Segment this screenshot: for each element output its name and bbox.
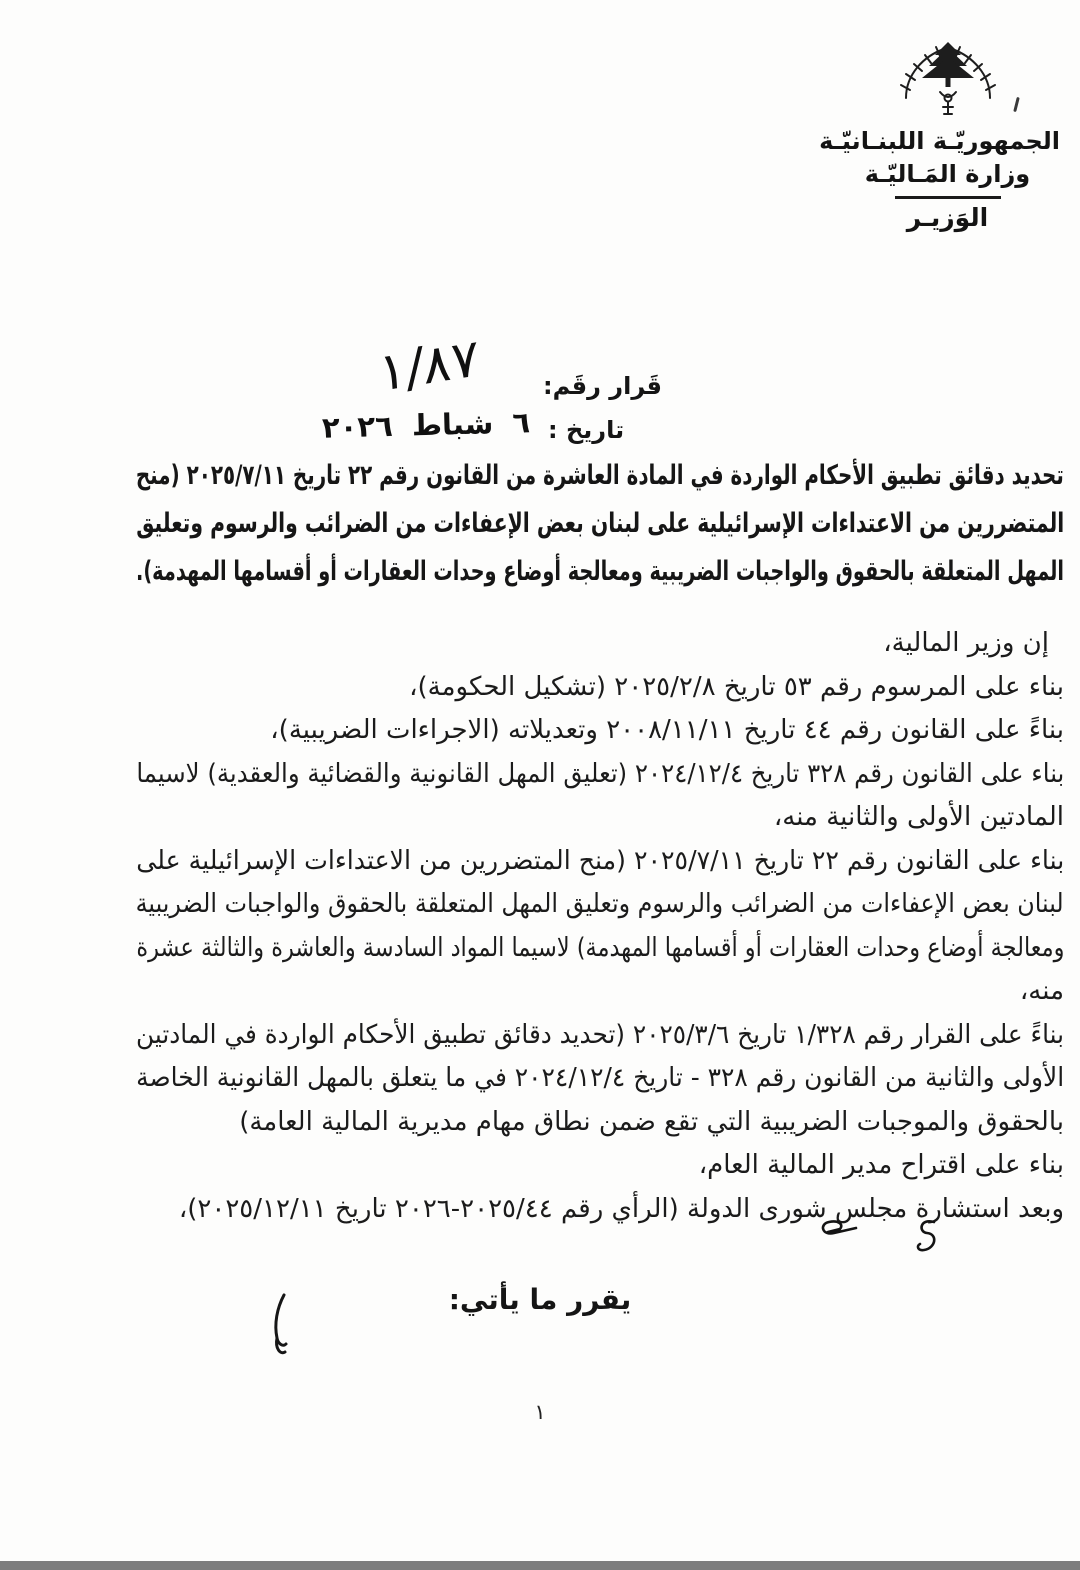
preamble: [136, 622, 1064, 1231]
preamble-line: بالحقوق والموجبات الضريبية التي تقع ضمن نطاق مهام مديرية المالية العامة): [239, 1106, 1064, 1137]
preamble-line: بناءً على القرار رقم ١/٣٢٨ تاريخ ٢٠٢٥/٣/٦ (تحديد دقائق تطبيق الأحكام الواردة في المادتين: [136, 1019, 1064, 1050]
margin-pen-stroke-mark: [250, 1292, 306, 1358]
preamble-line: إن وزير المالية،: [883, 628, 1049, 658]
decision-number-label: قَرار رقَم:: [543, 372, 662, 400]
subject-line: تحديد دقائق تطبيق الأحكام الواردة في المادة العاشرة من القانون رقم ٢٢ تاريخ ٢٠٢٥/٧/١١ (منح: [136, 460, 1064, 491]
subject-line: المهل المتعلقة بالحقوق والواجبات الضريبية ومعالجة أوضاع وحدات العقارات أو أقسامها المهدمة).: [136, 556, 1064, 587]
republic-name: الجمهوريّـة اللبنـانيّـة: [819, 127, 1060, 155]
subject-paragraph: [136, 452, 1064, 596]
letterhead: [819, 40, 1060, 233]
letterhead-divider: [895, 196, 1001, 199]
subject-line: المتضررين من الاعتداءات الإسرائيلية على لبنان بعض الإعفاءات من الضرائب والرسوم وتعليق: [136, 508, 1064, 539]
reviewer-initial-left-mark: [912, 1218, 942, 1258]
preamble-line: لبنان بعض الإعفاءات من الضرائب والرسوم وتعليق المهل المتعلقة بالحقوق والواجبات الضريبية: [136, 889, 1064, 919]
reviewer-initial-right-mark: [814, 1212, 860, 1242]
ministry-name: وزارة المَـاليّـة: [864, 160, 1031, 188]
decision-number-handwritten: ١/٨٧: [377, 327, 481, 405]
page-number: ١: [534, 1400, 546, 1424]
decision-date-label: تاريخ :: [548, 416, 625, 444]
minister-title: الوَزيـر: [906, 203, 989, 232]
scanner-edge-bar: [0, 1561, 1080, 1570]
preamble-line: وبعد استشارة مجلس شورى الدولة (الرأي رقم ٢٠٢٥/٤٤-٢٠٢٦ تاريخ ٢٠٢٥/١٢/١١)،: [178, 1193, 1064, 1224]
preamble-line: بناءً على القانون رقم ٤٤ تاريخ ٢٠٠٨/١١/١١ وتعديلاته (الاجراءات الضريبية)،: [270, 715, 1064, 745]
decision-date-handwritten: ٦ شباط ٢٠٢٦: [321, 405, 531, 445]
preamble-line: بناء على القانون رقم ٣٢٨ تاريخ ٢٠٢٤/١٢/٤ (تعليق المهل القانونية والقضائية والعقدية) لاسيما: [136, 758, 1064, 789]
preamble-line: الأولى والثانية من القانون رقم ٣٢٨ - تاريخ ٢٠٢٤/١٢/٤ في ما يتعلق بالمهل القانونية الخاصة: [136, 1063, 1064, 1093]
preamble-line: ومعالجة أوضاع وحدات العقارات أو أقسامها المهدمة) لاسيما المواد السادسة والعاشرة والثالثة عشرة: [136, 932, 1064, 963]
preamble-line: منه،: [1019, 976, 1064, 1006]
preamble-line: المادتين الأولى والثانية منه،: [773, 802, 1064, 832]
preamble-line: بناء على القانون رقم ٢٢ تاريخ ٢٠٢٥/٧/١١ (منح المتضررين من الاعتداءات الإسرائيلية على: [136, 845, 1064, 876]
operative-heading: يقرر ما يأتي:: [448, 1283, 632, 1316]
lebanese-cedar-emblem-icon: [886, 40, 1010, 120]
preamble-line: بناء على المرسوم رقم ٥٣ تاريخ ٢٠٢٥/٢/٨ (تشكيل الحكومة)،: [409, 671, 1064, 702]
preamble-line: بناء على اقتراح مدير المالية العام،: [698, 1150, 1064, 1180]
